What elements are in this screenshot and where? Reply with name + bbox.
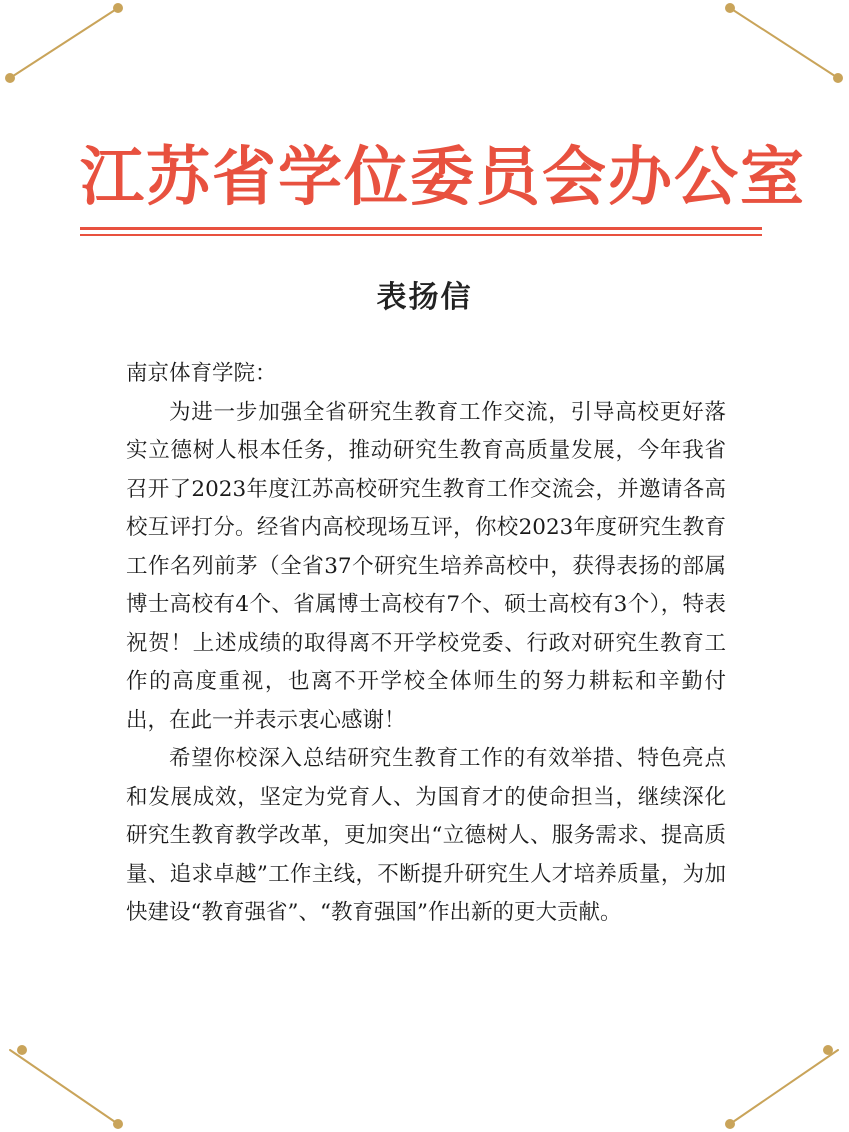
paragraph: 为进一步加强全省研究生教育工作交流，引导高校更好落实立德树人根本任务，推动研究生教育高质量发展，今年我省召开了2023年度江苏高校研究生教育工作交流会，并邀请各高校互评打分。经省内高校现场互评，你校2023年度研究生教育工作名列前茅（全省37个研究生培养高校中，获得表扬的部属博士高校有4个、省属博士高校有7个、硕士高校有3个），特表祝贺！上述成绩的取得离不开学校党委、行政对研究生教育工作的高度重视，也离不开学校全体师生的努力耕耘和辛勤付出，在此一并表示衷心感谢！ <box>126 399 726 733</box>
letterhead-rule-thick <box>80 227 762 230</box>
document-title: 表扬信 <box>376 280 473 315</box>
paragraph: 希望你校深入总结研究生教育工作的有效举措、特色亮点和发展成效，坚定为党育人、为国育才的使命担当，继续深化研究生教育教学改革，更加突出“立德树人、服务需求、提高质量、追求卓越”工作主线，不断提升研究生人才培养质量，为加快建设“教育强省”、“教育强国”作出新的更大贡献。 <box>126 746 726 925</box>
letterhead-organization: 江苏省学位委员会办公室 <box>80 140 806 215</box>
letterhead-rule-thin <box>80 234 762 236</box>
salutation: 南京体育学院： <box>126 361 277 386</box>
letter-body <box>126 355 726 933</box>
